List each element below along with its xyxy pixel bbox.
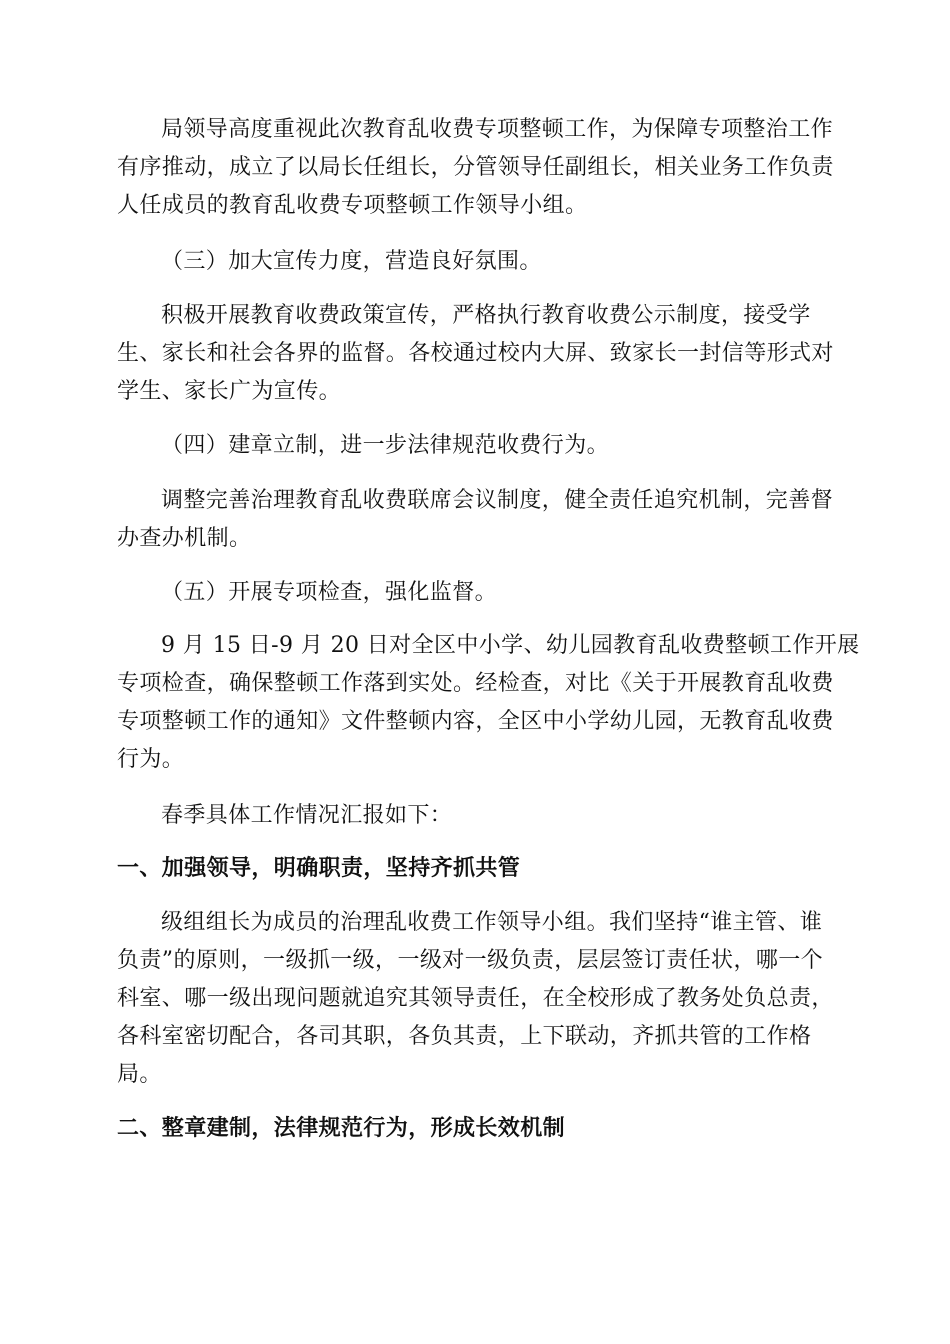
subheading-publicity <box>117 243 835 281</box>
text-line: 人任成员的教育乱收费专项整顿工作领导小组。 <box>117 193 588 218</box>
text-line: 局领导高度重视此次教育乱收费专项整顿工作，为保障专项整治工作 <box>161 117 834 142</box>
text-line: 行为。 <box>117 747 185 772</box>
section-heading-1: 一、加强领导，明确职责，坚持齐抓共管 <box>117 856 521 881</box>
text-line: （四）建章立制，进一步法律规范收费行为。 <box>161 433 610 458</box>
text-line: 9 月 15 日-9 月 20 日对全区中小学、幼儿园教育乱收费整顿工作开展 <box>161 633 860 658</box>
text-line: 专项检查，确保整顿工作落到实处。经检查，对比《关于开展教育乱收费 <box>117 671 834 696</box>
subheading-regulations <box>117 427 835 465</box>
text-line: 办查办机制。 <box>117 526 252 551</box>
section-heading-2: 二、整章建制，法律规范行为，形成长效机制 <box>117 1116 566 1141</box>
text-line: 学生、家长广为宣传。 <box>117 379 342 404</box>
text-line: 负责”的原则，一级抓一级，一级对一级负责，层层签订责任状，哪一个 <box>117 948 824 973</box>
text-line: （三）加大宣传力度，营造良好氛围。 <box>161 249 542 274</box>
text-line: 科室、哪一级出现问题就追究其领导责任，在全校形成了教务处负总责， <box>117 986 834 1011</box>
subheading-inspection <box>117 574 835 612</box>
paragraph-regulations <box>117 482 835 558</box>
text-line: 级组组长为成员的治理乱收费工作领导小组。我们坚持“谁主管、谁 <box>161 910 823 935</box>
text-line: 局。 <box>117 1062 162 1087</box>
text-line: 积极开展教育收费政策宣传，严格执行教育收费公示制度，接受学 <box>161 303 811 328</box>
text-line: 春季具体工作情况汇报如下： <box>161 803 453 828</box>
paragraph-publicity <box>117 297 835 411</box>
text-line: 调整完善治理教育乱收费联席会议制度，健全责任追究机制，完善督 <box>161 488 834 513</box>
text-line: 专项整顿工作的通知》文件整顿内容，全区中小学幼儿园，无教育乱收费 <box>117 709 834 734</box>
text-line: 各科室密切配合，各司其职，各负其责，上下联动，齐抓共管的工作格 <box>117 1024 812 1049</box>
paragraph-leadership-group <box>117 111 835 225</box>
paragraph-spring-report-intro <box>117 797 835 835</box>
text-line: （五）开展专项检查，强化监督。 <box>161 580 498 605</box>
text-line: 有序推动，成立了以局长任组长，分管领导任副组长，相关业务工作负责 <box>117 155 834 180</box>
paragraph-inspection <box>117 627 860 779</box>
text-line: 生、家长和社会各界的监督。各校通过校内大屏、致家长一封信等形式对 <box>117 341 834 366</box>
paragraph-responsibility <box>117 904 835 1094</box>
